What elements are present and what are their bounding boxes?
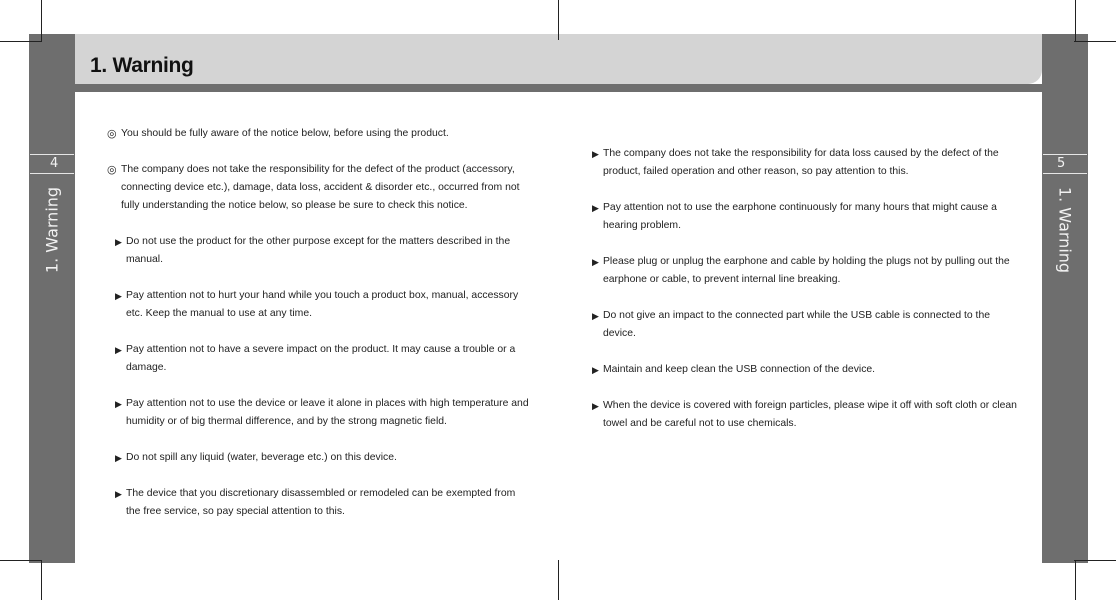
triangle-bullet-icon: ▶ xyxy=(592,149,599,159)
warning-text: Pay attention not to use the device or leave it alone in places with high temperature and humidity or of big thermal difference, and by the strong magnetic field. xyxy=(126,398,529,427)
right-side-band xyxy=(1042,34,1088,563)
warning-item xyxy=(107,287,532,323)
triangle-bullet-icon: ▶ xyxy=(592,257,599,267)
warning-item xyxy=(592,397,1017,433)
crop-mark xyxy=(1075,0,1076,42)
triangle-bullet-icon: ▶ xyxy=(592,365,599,375)
page-number-rule-top-left xyxy=(30,154,74,155)
triangle-bullet-icon: ▶ xyxy=(115,489,122,499)
crop-mark xyxy=(1075,560,1076,600)
notice-text: You should be fully aware of the notice below, before using the product. xyxy=(121,128,449,139)
page-number-left: 4 xyxy=(50,156,59,171)
warning-text: The company does not take the responsibility for data loss caused by the defect of the product, failed operation and other reason, so pay attention to this. xyxy=(603,148,999,177)
warning-text: When the device is covered with foreign particles, please wipe it off with soft cloth or clean towel and be careful not to use chemicals. xyxy=(603,400,1017,429)
right-column xyxy=(592,145,1017,451)
crop-mark xyxy=(558,560,559,600)
triangle-bullet-icon: ▶ xyxy=(115,237,122,247)
page-number-rule-top-right xyxy=(1043,154,1087,155)
double-circle-icon: ◎ xyxy=(107,164,117,176)
crop-mark xyxy=(41,560,42,600)
crop-mark xyxy=(1074,560,1116,561)
warning-item xyxy=(592,253,1017,289)
page-number-rule-bottom-right xyxy=(1043,173,1087,174)
page-number-rule-bottom-left xyxy=(30,173,74,174)
warning-text: Please plug or unplug the earphone and cable by holding the plugs not by pulling out the earphone or cable, to prevent internal line breaking. xyxy=(603,256,1010,285)
side-label-right: 1. Warning xyxy=(1055,186,1075,274)
warning-text: The device that you discretionary disassembled or remodeled can be exempted from the free service, so pay special attention to this. xyxy=(126,488,516,517)
warning-item xyxy=(107,341,532,377)
page-title: 1. Warning xyxy=(90,54,194,77)
crop-mark xyxy=(558,0,559,40)
warning-text: Pay attention not to use the earphone continuously for many hours that might cause a hearing problem. xyxy=(603,202,997,231)
triangle-bullet-icon: ▶ xyxy=(592,203,599,213)
notice-text: The company does not take the responsibility for the defect of the product (accessory, connecting device etc.), damage, data loss, accident & disorder etc., occurred from not fully understanding the notice below, so please be sure to check this notice. xyxy=(121,164,520,211)
warning-item xyxy=(107,233,532,269)
triangle-bullet-icon: ▶ xyxy=(592,401,599,411)
warning-text: Do not use the product for the other purpose except for the matters described in the manual. xyxy=(126,236,511,265)
warning-item xyxy=(592,199,1017,235)
warning-item xyxy=(592,145,1017,181)
side-label-left: 1. Warning xyxy=(42,186,62,274)
triangle-bullet-icon: ▶ xyxy=(115,291,122,301)
page-number-right: 5 xyxy=(1057,156,1066,171)
warning-text: Pay attention not to hurt your hand while you touch a product box, manual, accessory etc. Keep the manual to use at any time. xyxy=(126,290,519,319)
notice-item xyxy=(107,161,532,215)
notice-item xyxy=(107,125,532,143)
warning-text: Do not spill any liquid (water, beverage etc.) on this device. xyxy=(126,452,397,463)
warning-item xyxy=(107,395,532,431)
warning-text: Maintain and keep clean the USB connection of the device. xyxy=(603,364,876,375)
left-column xyxy=(107,125,532,539)
left-side-band xyxy=(29,34,75,563)
triangle-bullet-icon: ▶ xyxy=(592,311,599,321)
triangle-bullet-icon: ▶ xyxy=(115,345,122,355)
crop-mark xyxy=(0,560,42,561)
header-bar xyxy=(75,34,1042,84)
crop-mark xyxy=(1074,41,1116,42)
warning-text: Do not give an impact to the connected part while the USB cable is connected to the device. xyxy=(603,310,990,339)
triangle-bullet-icon: ▶ xyxy=(115,399,122,409)
crop-mark xyxy=(0,41,42,42)
warning-item xyxy=(592,307,1017,343)
warning-item xyxy=(592,361,1017,379)
warning-text: Pay attention not to have a severe impact on the product. It may cause a trouble or a damage. xyxy=(126,344,516,373)
triangle-bullet-icon: ▶ xyxy=(115,453,122,463)
crop-mark xyxy=(41,0,42,42)
warning-item xyxy=(107,485,532,521)
double-circle-icon: ◎ xyxy=(107,128,117,140)
header-divider-strip xyxy=(75,84,1042,92)
warning-item xyxy=(107,449,532,467)
